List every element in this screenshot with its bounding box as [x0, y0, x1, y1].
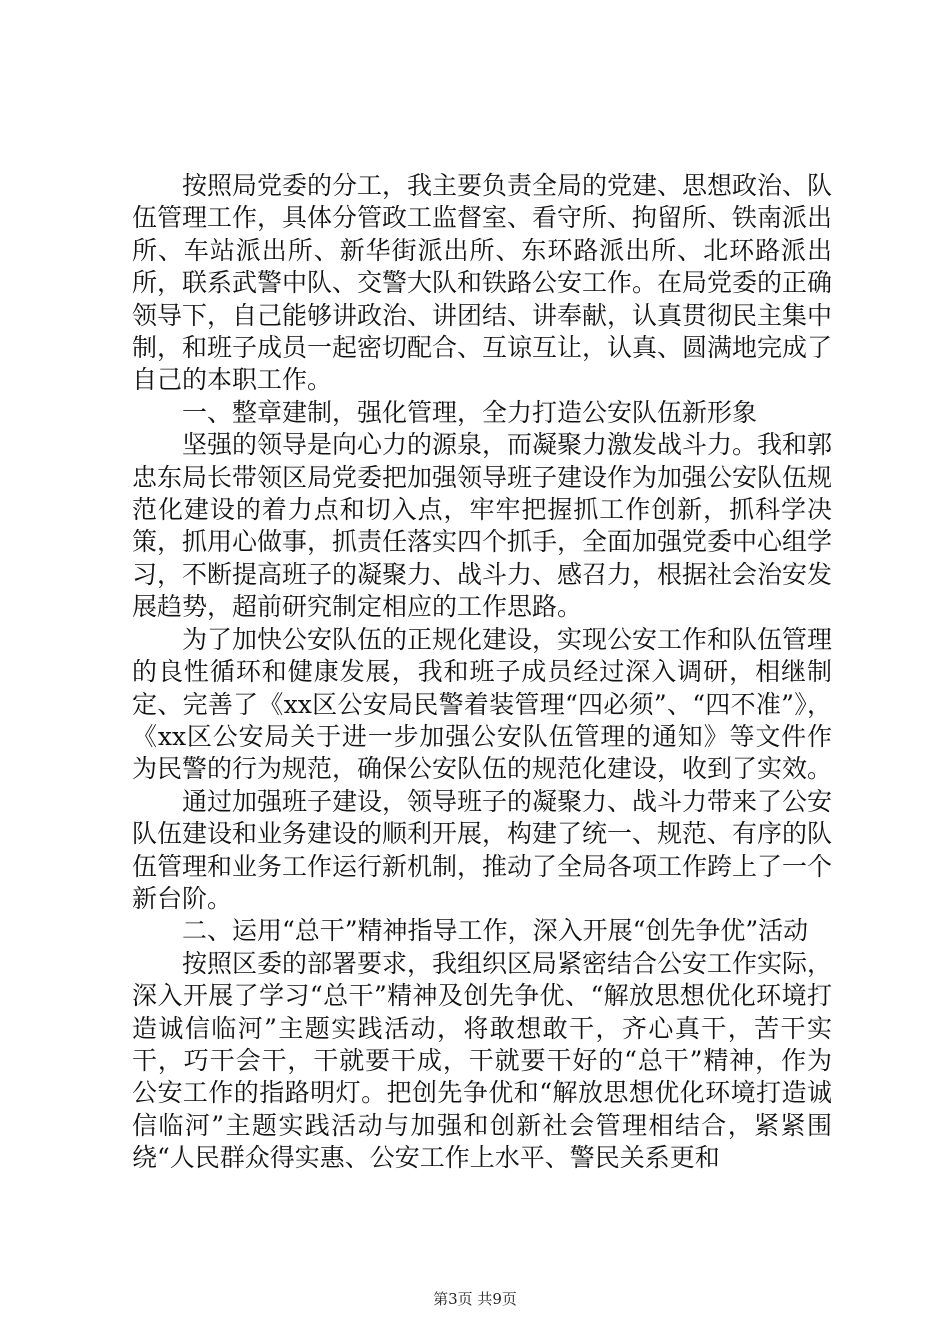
page-number: 第3页 共9页 — [433, 1290, 517, 1308]
document-body — [132, 170, 832, 1175]
paragraph-leadership: 坚强的领导是向心力的源泉，而凝聚力激发战斗力。我和郭忠东局长带领区局党委把加强领导班子建设作为加强公安队伍规范化建设的着力点和切入点，牢牢把握抓工作创新，抓科学决策，抓用心做事，抓责任落实四个抓手，全面加强党委中心组学习，不断提高班子的凝聚力、战斗力、感召力，根据社会治安发展趋势，超前研究制定相应的工作思路。 — [132, 430, 833, 622]
paragraph-regulations: 为了加快公安队伍的正规化建设，实现公安工作和队伍管理的良性循环和健康发展，我和班子成员经过深入调研，相继制定、完善了《xx区公安局民警着装管理“四必须”、“四不准”》，《xx区公安局关于进一步加强公安队伍管理的通知》等文件作为民警的行为规范，确保公安队伍的规范化建设，收到了实效。 — [132, 624, 833, 784]
section-heading-2: 二、运用“总干”精神指导工作，深入开展“创先争优”活动 — [182, 916, 809, 946]
paragraph-campaign: 按照区委的部署要求，我组织区局紧密结合公安工作实际，深入开展了学习“总干”精神及创先争优、“解放思想优化环境打造诚信临河”主题实践活动，将敢想敢干，齐心真干，苦干实干，巧干会干，干就要干成，干就要干好的“总干”精神，作为公安工作的指路明灯。把创先争优和“解放思想优化环境打造诚信临河”主题实践活动与加强和创新社会管理相结合，紧紧围绕“人民群众得实惠、公安工作上水平、警民关系更和 — [132, 948, 833, 1173]
paragraph-team-building: 通过加强班子建设，领导班子的凝聚力、战斗力带来了公安队伍建设和业务建设的顺利开展，构建了统一、规范、有序的队伍管理和业务工作运行新机制，推动了全局各项工作跨上了一个新台阶。 — [132, 786, 833, 913]
paragraph-intro: 按照局党委的分工，我主要负责全局的党建、思想政治、队伍管理工作，具体分管政工监督室、看守所、拘留所、铁南派出所、车站派出所、新华街派出所、东环路派出所、北环路派出所，联系武警中队、交警大队和铁路公安工作。在局党委的正确领导下，自己能够讲政治、讲团结、讲奉献，认真贯彻民主集中制，和班子成员一起密切配合、互谅互让，认真、圆满地完成了自己的本职工作。 — [132, 171, 833, 395]
section-heading-1: 一、整章建制，强化管理，全力打造公安队伍新形象 — [182, 397, 758, 427]
